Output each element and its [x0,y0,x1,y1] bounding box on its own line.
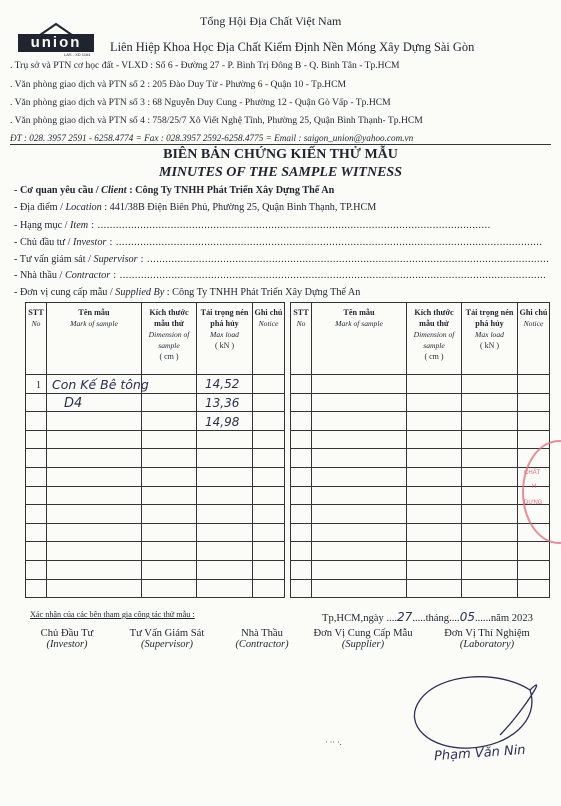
table-cell [407,467,462,486]
handwritten-month: 05 [459,610,475,624]
table-cell [253,560,285,579]
table-cell [47,505,142,524]
table-row [291,505,550,524]
table-cell [407,375,462,394]
table-cell [142,542,197,561]
table-cell [462,449,518,468]
table-cell [253,523,285,542]
handwritten-load-1: 14,52 [205,377,240,391]
table-cell [407,430,462,449]
table-cell [518,542,550,561]
table-cell [26,393,47,412]
header-no: STT No [26,303,47,375]
table-cell [26,486,47,505]
table-cell [142,560,197,579]
table-cell [142,393,197,412]
header-mark: Tên mẫu Mark of sample [312,303,407,375]
table-cell [142,375,197,394]
table-cell [291,412,312,431]
address-line: . Trụ sở và PTN cơ học đất - VLXD : Số 6 - Đường 27 - P. Bình Trị Đông B - Q. Bình Tân - Tp.HCM [10,60,400,71]
table-cell [142,523,197,542]
table-cell [253,505,285,524]
table-cell [47,393,142,412]
contact-line: ĐT : 028. 3957 2591 - 6258.4774 = Fax : 028.3957 2592-6258.4775 = Email : saigon_union@yahoo.com.vn [10,133,414,143]
table-row [291,523,550,542]
table-cell [312,467,407,486]
table-cell [253,579,285,598]
table-cell [518,579,550,598]
signatory-supplier: Đơn Vị Cung Cấp Mẫu (Supplier) [313,628,413,650]
table-cell [197,430,253,449]
table-cell [47,486,142,505]
table-cell [253,449,285,468]
table-cell [462,393,518,412]
signature-name: Phạm Văn Nin [433,742,527,765]
table-cell [253,393,285,412]
table-row [26,542,285,561]
header-divider [10,144,551,145]
table-cell [291,449,312,468]
table-cell [197,523,253,542]
table-cell [407,449,462,468]
handwritten-sample-code: D4 [64,396,83,411]
table-row [291,486,550,505]
table-cell [462,560,518,579]
address-line: . Văn phòng giao dịch và PTN số 2 : 205 Đào Duy Từ - Phường 6 - Quận 10 - Tp.HCM [10,79,347,90]
table-cell [253,375,285,394]
field-contractor: - Nhà thầu / Contractor : ............................................................................................................................................ [14,270,547,281]
table-row [26,430,285,449]
header-notice: Ghi chú Notice [253,303,285,375]
table-cell [291,560,312,579]
table-cell [26,412,47,431]
table-cell [26,579,47,598]
table-cell [142,449,197,468]
table-cell [312,486,407,505]
table-header-row [26,303,285,375]
table-cell [312,523,407,542]
stamp-text: CHẤT [524,470,541,476]
handwritten-load-2: 13,36 [205,396,240,410]
table-cell [312,505,407,524]
table-cell [142,467,197,486]
row-number: 1 [36,380,41,391]
signatory-laboratory: Đơn Vị Thí Nghiệm (Laboratory) [444,628,530,650]
table-cell [47,523,142,542]
table-cell [47,430,142,449]
table-cell [47,412,142,431]
sample-table-right [290,302,550,598]
handwritten-sample-name: Con Kế Bê tông [52,377,149,392]
table-cell [518,375,550,394]
table-row [291,375,550,394]
table-cell [142,430,197,449]
table-row [26,412,285,431]
table-cell [312,430,407,449]
table-row [291,542,550,561]
table-row [291,430,550,449]
signatory-contractor: Nhà Thầu (Contractor) [235,628,289,650]
table-cell [462,412,518,431]
table-cell [26,560,47,579]
table-cell [142,579,197,598]
table-cell [47,579,142,598]
table-row [291,412,550,431]
table-cell [142,486,197,505]
table-cell [407,412,462,431]
table-cell [253,467,285,486]
table-cell [462,467,518,486]
table-cell [462,505,518,524]
table-cell [312,449,407,468]
field-client: - Cơ quan yêu cầu / Client : Công Ty TNHH Phát Triển Xây Dựng Thế An [14,185,335,196]
table-cell [407,542,462,561]
table-cell [462,542,518,561]
handwritten-load-3: 14,98 [205,415,240,429]
table-cell [518,560,550,579]
table-cell [47,449,142,468]
field-location: - Địa điểm / Location : 441/38B Điện Biên Phủ, Phường 25, Quận Bình Thạnh, TP.HCM [14,202,377,213]
table-cell [197,579,253,598]
company-name: Liên Hiệp Khoa Học Địa Chất Kiểm Định Nền Móng Xây Dựng Sài Gòn [110,40,475,54]
table-cell [462,430,518,449]
field-investor: - Chủ đầu tư / Investor : ............................................................................................................................................ [14,237,543,248]
table-cell [291,375,312,394]
handwritten-day: 27 [397,610,413,624]
table-cell [291,467,312,486]
table-row [26,449,285,468]
table-row [26,505,285,524]
table-row [291,467,550,486]
table-cell [253,430,285,449]
header-no: STT No [291,303,312,375]
table-cell [47,560,142,579]
table-cell [291,542,312,561]
header-notice: Ghi chú Notice [518,303,550,375]
table-cell [312,375,407,394]
date-line: Tp,HCM,ngày ....27.....tháng....05......năm 2023 [322,610,533,624]
table-header-row [291,303,550,375]
table-cell [312,393,407,412]
logo-wordmark: union [18,34,94,52]
field-item: - Hạng mục / Item : ................................................................................................................................. [14,220,491,231]
stamp-text: DỰNG [524,500,543,506]
header-dimension: Kích thước mẫu thử Dimension of sample ( cm ) [407,303,462,375]
table-cell [407,560,462,579]
signature-icon [380,660,555,780]
header-mark: Tên mẫu Mark of sample [47,303,142,375]
table-cell [26,449,47,468]
table-row [26,467,285,486]
table-cell [26,430,47,449]
table-cell [312,542,407,561]
table-cell [462,486,518,505]
table-cell [26,542,47,561]
title-vn: BIÊN BẢN CHỨNG KIẾN THỬ MẪU [163,147,398,162]
table-cell [291,579,312,598]
table-row [26,579,285,598]
org-name: Tổng Hội Địa Chất Việt Nam [200,14,342,28]
company-logo [18,22,94,56]
header-dimension: Kích thước mẫu thử Dimension of sample ( cm ) [142,303,197,375]
table-cell [197,560,253,579]
address-line: . Văn phòng giao dịch và PTN số 3 : 68 Nguyễn Duy Cung - Phường 12 - Quận Gò Vấp - Tp.HCM [10,97,391,108]
signatory-investor: Chủ Đầu Tư (Investor) [40,628,94,650]
table-cell [142,505,197,524]
title-en: MINUTES OF THE SAMPLE WITNESS [159,165,402,180]
table-row [291,560,550,579]
table-cell [312,412,407,431]
table-cell [291,430,312,449]
table-cell [253,412,285,431]
table-cell [197,467,253,486]
table-cell [26,467,47,486]
table-row [291,449,550,468]
table-cell [407,505,462,524]
table-cell [197,542,253,561]
logo-subtext: LAS - XD 1164 [64,52,91,57]
ink-marks: · ·· ·. [325,738,342,747]
table-cell [291,505,312,524]
table-row [291,579,550,598]
table-cell [253,486,285,505]
table-cell [407,523,462,542]
table-cell [47,467,142,486]
field-supplier: - Đơn vị cung cấp mẫu / Supplied By : Công Ty TNHH Phát Triển Xây Dựng Thế An [14,287,361,298]
table-cell [197,449,253,468]
address-line: . Văn phòng giao dịch và PTN số 4 : 758/25/7 Xô Viết Nghệ Tĩnh, Phường 25, Quận Bình Thạnh- Tp.HCM [10,115,423,126]
table-cell [291,393,312,412]
table-cell [407,486,462,505]
table-cell [47,542,142,561]
table-row [291,393,550,412]
table-cell [462,375,518,394]
table-cell [518,393,550,412]
sample-table-left [25,302,285,598]
table-cell [253,542,285,561]
table-cell [462,579,518,598]
header-max-load: Tải trọng nén phá hủy Max load ( kN ) [462,303,518,375]
signatory-supervisor: Tư Vấn Giám Sát (Supervisor) [129,628,205,650]
table-cell [26,523,47,542]
table-cell [197,505,253,524]
table-cell [197,486,253,505]
table-row [26,523,285,542]
table-cell [407,393,462,412]
table-cell [291,486,312,505]
stamp-text: H [532,484,537,490]
table-cell [312,560,407,579]
table-cell [26,505,47,524]
table-cell [142,412,197,431]
table-cell [291,523,312,542]
table-row [26,560,285,579]
header-max-load: Tải trọng nén phá hủy Max load ( kN ) [197,303,253,375]
table-cell [462,523,518,542]
table-row [26,486,285,505]
table-cell [407,579,462,598]
confirm-note: Xác nhận của các bên tham gia công tác thử mẫu : [30,610,195,619]
field-supervisor: - Tư vấn giám sát / Supervisor : .................................................................................................................................... [14,254,550,265]
table-cell [312,579,407,598]
table-cell [518,412,550,431]
